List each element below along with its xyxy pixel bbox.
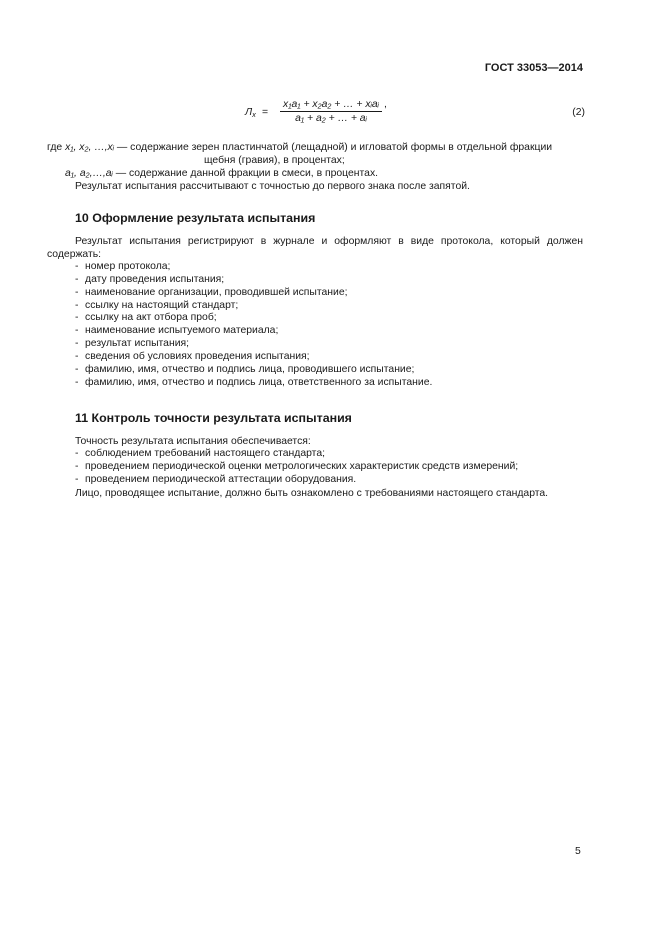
list-item: - проведением периодической аттестации оборудования. <box>75 474 518 487</box>
a-variables: a₁, a₂,…,aᵢ <box>65 168 113 179</box>
list-item: - номер протокола; <box>75 261 432 274</box>
page-number: 5 <box>575 846 581 857</box>
where-prefix: где <box>47 142 63 153</box>
formula-number: (2) <box>572 107 585 118</box>
section-11-intro: Точность результата испытания обеспечивается: <box>75 436 311 447</box>
list-item: - наименование организации, проводившей испытание; <box>75 287 432 300</box>
formula-equals: = <box>262 107 269 118</box>
formula-2 <box>245 99 585 134</box>
accuracy-measures-list <box>75 448 518 487</box>
formula-trailing: , <box>384 99 387 110</box>
section-10-intro-cont: содержать: <box>47 249 102 260</box>
list-item: - наименование испытуемого материала; <box>75 325 432 338</box>
list-item: - дату проведения испытания; <box>75 274 432 287</box>
protocol-contents-list <box>75 261 432 389</box>
formula-denominator: a₁ + a₂ + … + aᵢ <box>295 113 367 124</box>
formula-lhs-sub: х <box>252 110 256 119</box>
standard-header: ГОСТ 33053—2014 <box>484 62 583 74</box>
a-description: — содержание данной фракции в смеси, в процентах. <box>115 168 379 179</box>
list-item: - сведения об условиях проведения испытания; <box>75 351 432 364</box>
formula-numerator: x₁a₁ + x₂a₂ + … + xᵢaᵢ <box>283 99 379 110</box>
formula-lhs-symbol: Л <box>245 107 253 118</box>
formula-lhs <box>245 107 256 118</box>
list-item: - соблюдением требований настоящего стандарта; <box>75 448 518 461</box>
list-item: - ссылку на настоящий стандарт; <box>75 300 432 313</box>
section-10-title: 10 Оформление результата испытания <box>75 211 316 225</box>
list-item: - ссылку на акт отбора проб; <box>75 312 432 325</box>
formula-fraction <box>278 99 384 124</box>
section-10-intro: Результат испытания регистрируют в журнале и оформляют в виде протокола, который должен <box>75 236 583 247</box>
list-item: - фамилию, имя, отчество и подпись лица, ответственного за испытание. <box>75 377 432 390</box>
list-item: - проведением периодической оценки метрологических характеристик средств измерений; <box>75 461 518 474</box>
where-a-line <box>65 168 378 179</box>
section-11-title: 11 Контроль точности результата испытания <box>75 411 352 425</box>
x-description: — содержание зерен пластинчатой (лещадной) и игловатой формы в отдельной фракции <box>116 142 553 153</box>
x-description-cont: щебня (гравия), в процентах; <box>204 155 345 166</box>
list-item: - результат испытания; <box>75 338 432 351</box>
where-x-line <box>47 142 552 153</box>
x-variables: x₁, x₂, …,xᵢ <box>65 142 115 153</box>
list-item: - фамилию, имя, отчество и подпись лица, проводившего испытание; <box>75 364 432 377</box>
section-11-closing: Лицо, проводящее испытание, должно быть ознакомлено с требованиями настоящего стандарта. <box>75 488 549 499</box>
result-precision-note: Результат испытания рассчитывают с точностью до первого знака после запятой. <box>75 181 470 192</box>
